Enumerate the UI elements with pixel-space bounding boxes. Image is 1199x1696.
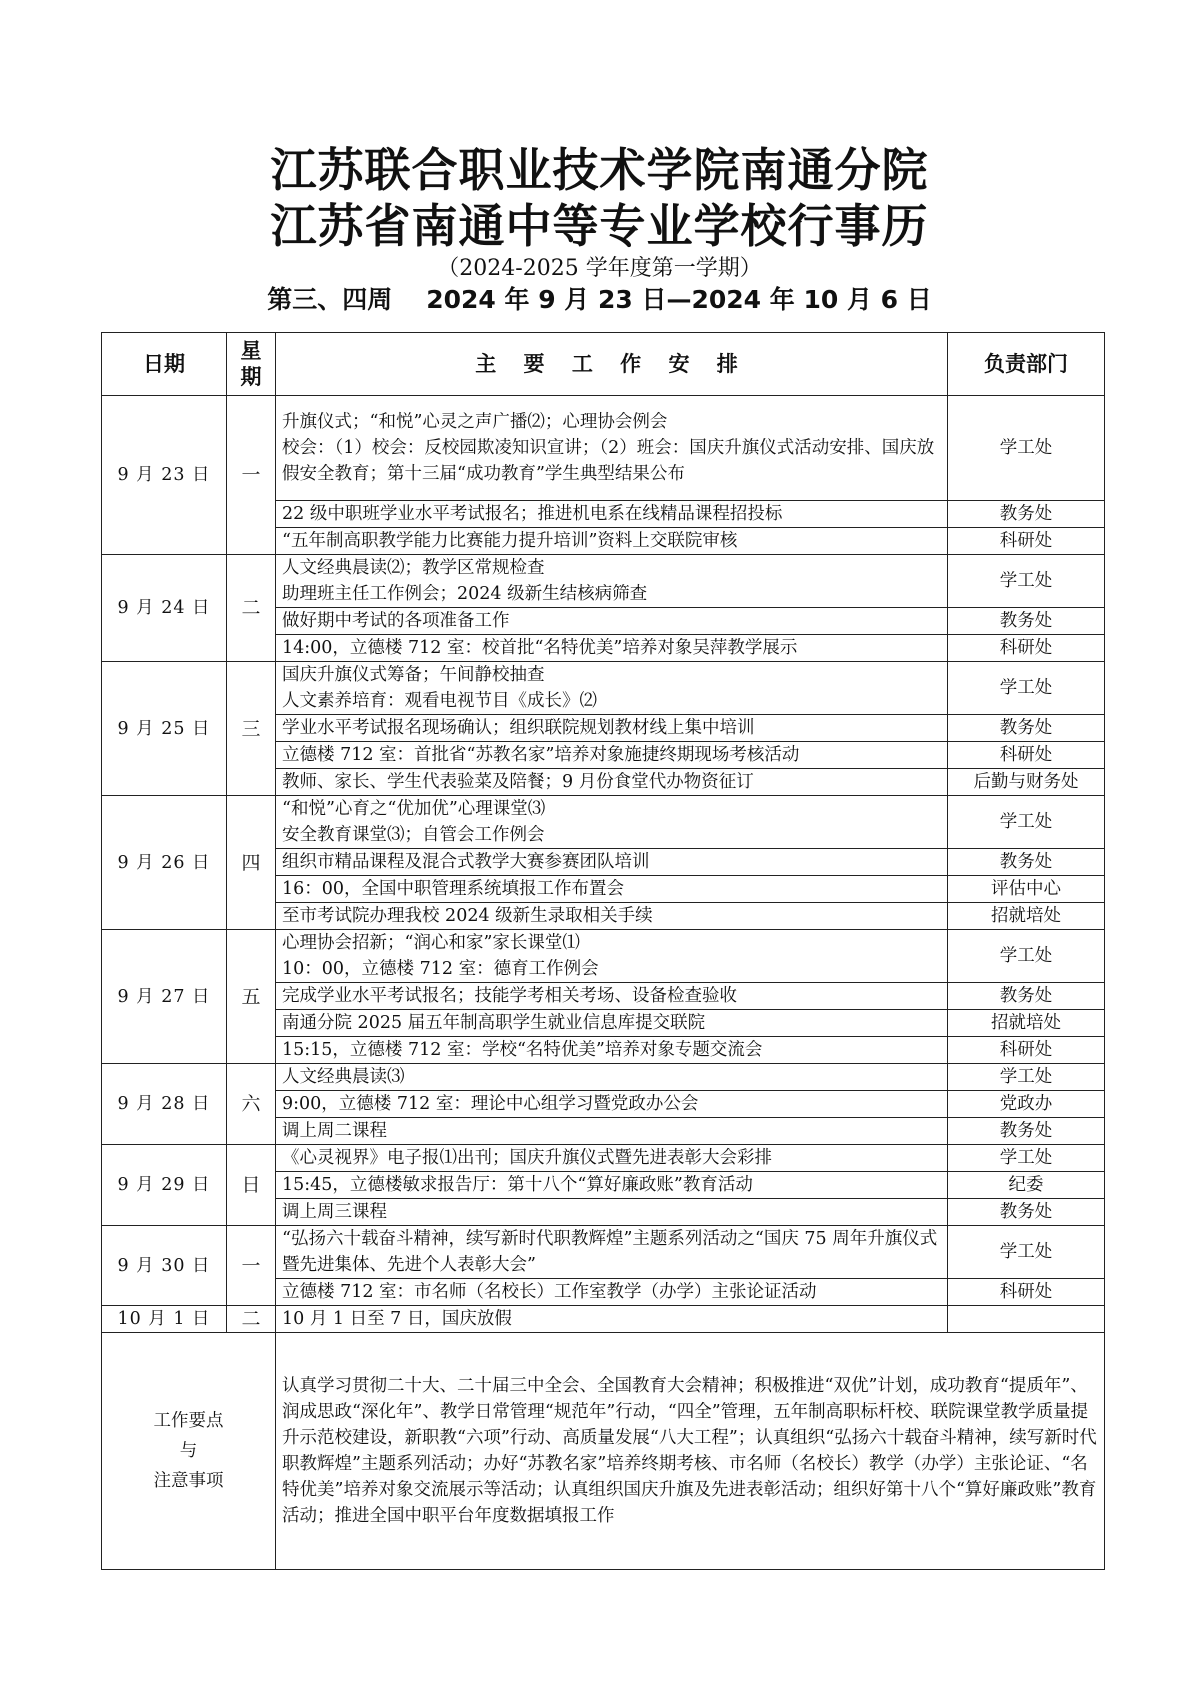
table-row bbox=[102, 1064, 1105, 1091]
weekday-cell: 二 bbox=[227, 1306, 276, 1333]
dept-cell: 教务处 bbox=[948, 849, 1105, 876]
date-cell: 9 月 23 日 bbox=[102, 396, 227, 555]
dept-cell: 学工处 bbox=[948, 555, 1105, 608]
task-cell: 调上周三课程 bbox=[276, 1199, 948, 1226]
header-main: 主 要 工 作 安 排 bbox=[276, 333, 948, 396]
date-cell: 9 月 28 日 bbox=[102, 1064, 227, 1145]
task-cell: 学业水平考试报名现场确认；组织联院规划教材线上集中培训 bbox=[276, 715, 948, 742]
dept-cell: 纪委 bbox=[948, 1172, 1105, 1199]
task-cell: 教师、家长、学生代表验菜及陪餐；9 月份食堂代办物资征订 bbox=[276, 769, 948, 796]
task-cell: 16：00，全国中职管理系统填报工作布置会 bbox=[276, 876, 948, 903]
dept-cell: 学工处 bbox=[948, 796, 1105, 849]
table-row bbox=[102, 1145, 1105, 1172]
dept-cell bbox=[948, 1306, 1105, 1333]
dept-cell: 招就培处 bbox=[948, 903, 1105, 930]
dept-cell: 学工处 bbox=[948, 396, 1105, 501]
task-cell: 升旗仪式；“和悦”心灵之声广播⑵；心理协会例会 校会：（1）校会：反校园欺凌知识宣讲；（2）班会：国庆升旗仪式活动安排、国庆放假安全教育；第十三届“成功教育”学生典型结果公布 bbox=[276, 396, 948, 501]
task-cell: 人文经典晨读⑵；教学区常规检查 助理班主任工作例会；2024 级新生结核病筛查 bbox=[276, 555, 948, 608]
schedule-table bbox=[101, 332, 1105, 1570]
dept-cell: 教务处 bbox=[948, 1199, 1105, 1226]
dept-cell: 学工处 bbox=[948, 1064, 1105, 1091]
task-cell: “和悦”心育之“优加优”心理课堂⑶ 安全教育课堂⑶；自管会工作例会 bbox=[276, 796, 948, 849]
dept-cell: 教务处 bbox=[948, 608, 1105, 635]
task-cell: 9:00，立德楼 712 室：理论中心组学习暨党政办公会 bbox=[276, 1091, 948, 1118]
table-row bbox=[102, 1226, 1105, 1279]
table-row bbox=[102, 1306, 1105, 1333]
task-cell: 《心灵视界》电子报⑴出刊；国庆升旗仪式暨先进表彰大会彩排 bbox=[276, 1145, 948, 1172]
weekday-cell: 一 bbox=[227, 396, 276, 555]
weekday-cell: 二 bbox=[227, 555, 276, 662]
dept-cell: 科研处 bbox=[948, 528, 1105, 555]
date-cell: 9 月 25 日 bbox=[102, 662, 227, 796]
weekday-cell: 三 bbox=[227, 662, 276, 796]
date-cell: 9 月 29 日 bbox=[102, 1145, 227, 1226]
title-line-2: 江苏省南通中等专业学校行事历 bbox=[270, 199, 929, 253]
task-cell: 心理协会招新；“润心和家”家长课堂⑴ 10：00，立德楼 712 室：德育工作例会 bbox=[276, 930, 948, 983]
table-row bbox=[102, 555, 1105, 608]
task-cell: 组织市精品课程及混合式教学大赛参赛团队培训 bbox=[276, 849, 948, 876]
notes-label: 工作要点 与 注意事项 bbox=[102, 1333, 276, 1570]
notes-text: 认真学习贯彻二十大、二十届三中全会、全国教育大会精神；积极推进“双优”计划，成功教育“提质年”、润成思政“深化年”、教学日常管理“规范年”行动，“四全”管理，五年制高职标杆校、联院课堂教学质量提升示范校建设，新职教“六项”行动、高质量发展“八大工程”；认真组织“弘扬六十载奋斗精神，续写新时代职教辉煌”主题系列活动；办好“苏教名家”培养终期考核、市名师（名校长）教学（办学）主张论证、“名特优美”培养对象交流展示等活动；认真组织国庆升旗及先进表彰活动；组织好第十八个“算好廉政账”教育活动；推进全国中职平台年度数据填报工作 bbox=[276, 1333, 1105, 1570]
table-row bbox=[102, 662, 1105, 715]
table-header-row bbox=[102, 333, 1105, 396]
dept-cell: 科研处 bbox=[948, 1037, 1105, 1064]
dept-cell: 教务处 bbox=[948, 501, 1105, 528]
dept-cell: 评估中心 bbox=[948, 876, 1105, 903]
dept-cell: 科研处 bbox=[948, 635, 1105, 662]
notes-row bbox=[102, 1333, 1105, 1570]
dept-cell: 学工处 bbox=[948, 1145, 1105, 1172]
table-row bbox=[102, 796, 1105, 849]
dept-cell: 学工处 bbox=[948, 930, 1105, 983]
dept-cell: 教务处 bbox=[948, 1118, 1105, 1145]
task-cell: 人文经典晨读⑶ bbox=[276, 1064, 948, 1091]
task-cell: 至市考试院办理我校 2024 级新生录取相关手续 bbox=[276, 903, 948, 930]
weekday-cell: 五 bbox=[227, 930, 276, 1064]
task-cell: “弘扬六十载奋斗精神，续写新时代职教辉煌”主题系列活动之“国庆 75 周年升旗仪式暨先进集体、先进个人表彰大会” bbox=[276, 1226, 948, 1279]
header-dept: 负责部门 bbox=[948, 333, 1105, 396]
subtitle: （2024-2025 学年度第一学期） bbox=[437, 256, 762, 281]
date-cell: 9 月 30 日 bbox=[102, 1226, 227, 1306]
table-row bbox=[102, 930, 1105, 983]
dept-cell: 招就培处 bbox=[948, 1010, 1105, 1037]
week-label: 第三、四周 bbox=[267, 285, 393, 314]
date-cell: 9 月 27 日 bbox=[102, 930, 227, 1064]
dept-cell: 科研处 bbox=[948, 742, 1105, 769]
task-cell: 完成学业水平考试报名；技能学考相关考场、设备检查验收 bbox=[276, 983, 948, 1010]
header-date: 日期 bbox=[102, 333, 227, 396]
dept-cell: 后勤与财务处 bbox=[948, 769, 1105, 796]
weekday-cell: 日 bbox=[227, 1145, 276, 1226]
dept-cell: 教务处 bbox=[948, 715, 1105, 742]
dept-cell: 学工处 bbox=[948, 662, 1105, 715]
weekday-cell: 六 bbox=[227, 1064, 276, 1145]
task-cell: 15:45，立德楼敏求报告厅：第十八个“算好廉政账”教育活动 bbox=[276, 1172, 948, 1199]
task-cell: 14:00，立德楼 712 室：校首批“名特优美”培养对象吴萍教学展示 bbox=[276, 635, 948, 662]
task-cell: “五年制高职教学能力比赛能力提升培训”资料上交联院审核 bbox=[276, 528, 948, 555]
title-line-1: 江苏联合职业技术学院南通分院 bbox=[270, 143, 929, 197]
table-row bbox=[102, 396, 1105, 501]
date-cell: 9 月 26 日 bbox=[102, 796, 227, 930]
date-cell: 9 月 24 日 bbox=[102, 555, 227, 662]
task-cell: 22 级中职班学业水平考试报名；推进机电系在线精品课程招投标 bbox=[276, 501, 948, 528]
task-cell: 南通分院 2025 届五年制高职学生就业信息库提交联院 bbox=[276, 1010, 948, 1037]
task-cell: 调上周二课程 bbox=[276, 1118, 948, 1145]
weekday-cell: 四 bbox=[227, 796, 276, 930]
task-cell: 立德楼 712 室：市名师（名校长）工作室教学（办学）主张论证活动 bbox=[276, 1279, 948, 1306]
task-cell: 15:15，立德楼 712 室：学校“名特优美”培养对象专题交流会 bbox=[276, 1037, 948, 1064]
dept-cell: 党政办 bbox=[948, 1091, 1105, 1118]
week-range: 2024 年 9 月 23 日—2024 年 10 月 6 日 bbox=[426, 285, 932, 314]
task-cell: 10 月 1 日至 7 日，国庆放假 bbox=[276, 1306, 948, 1333]
header-weekday: 星 期 bbox=[227, 333, 276, 396]
weekday-cell: 一 bbox=[227, 1226, 276, 1306]
task-cell: 国庆升旗仪式筹备；午间静校抽查 人文素养培育：观看电视节目《成长》⑵ bbox=[276, 662, 948, 715]
dept-cell: 教务处 bbox=[948, 983, 1105, 1010]
week-line bbox=[0, 283, 1199, 317]
task-cell: 做好期中考试的各项准备工作 bbox=[276, 608, 948, 635]
dept-cell: 学工处 bbox=[948, 1226, 1105, 1279]
task-cell: 立德楼 712 室：首批省“苏教名家”培养对象施捷终期现场考核活动 bbox=[276, 742, 948, 769]
date-cell: 10 月 1 日 bbox=[102, 1306, 227, 1333]
dept-cell: 科研处 bbox=[948, 1279, 1105, 1306]
